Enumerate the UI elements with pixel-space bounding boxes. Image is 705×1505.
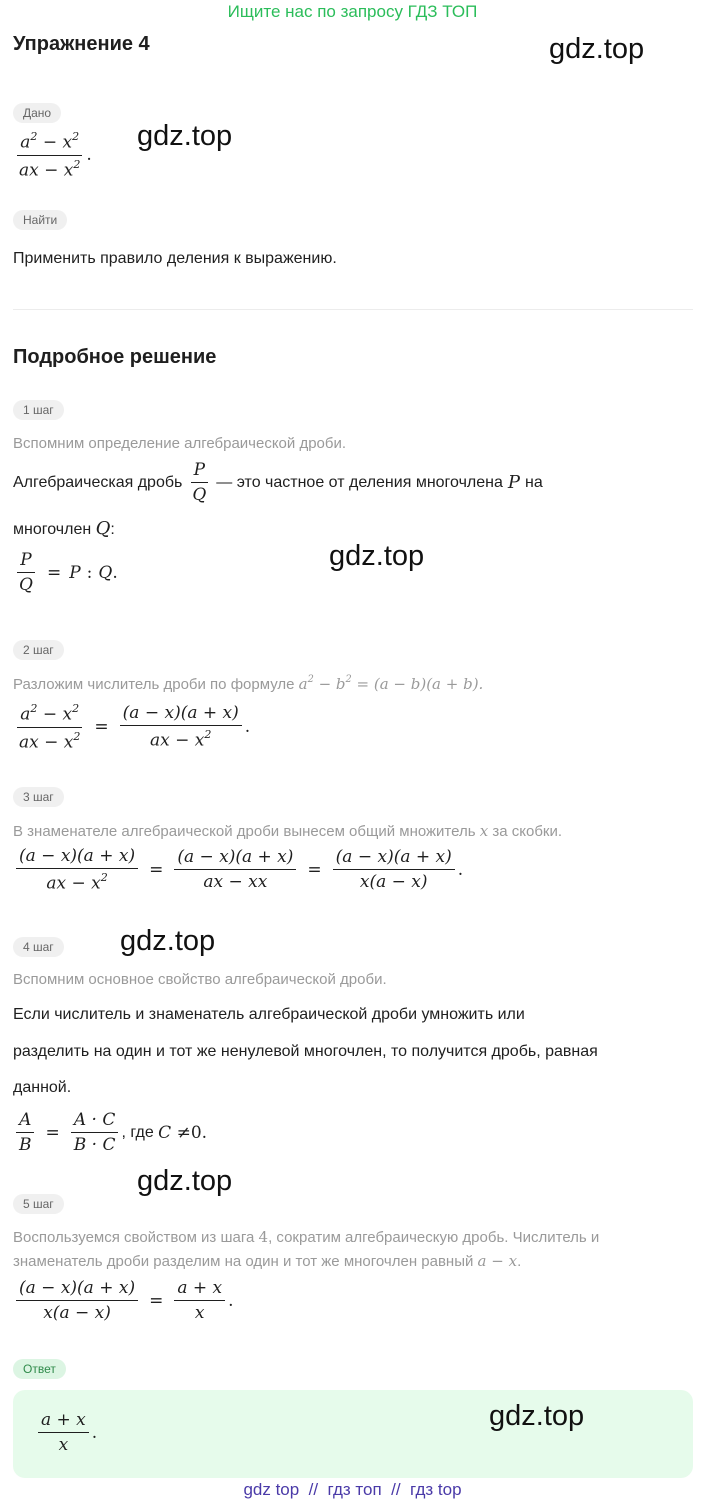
watermark: gdz.top bbox=[137, 120, 233, 152]
step-1-chip: 1 шаг bbox=[13, 400, 64, 420]
find-text: Применить правило деления к выражению. bbox=[13, 250, 337, 267]
step-5-hint1-a: Воспользуемся свойством из шага bbox=[13, 1229, 255, 1246]
step-1-text-d: многочлен bbox=[13, 521, 92, 538]
step-1-text-c: на bbox=[525, 473, 543, 491]
watermark: gdz.top bbox=[489, 1400, 585, 1432]
watermark: gdz.top bbox=[549, 33, 645, 65]
step-5-formula: $\frac{(a - x)(a + x)}{x(a - x)}$ = $\frac{a + x}{x}$ . bbox=[13, 1278, 234, 1323]
step-1-line-2: многочлен Q: bbox=[13, 518, 115, 539]
step-5-hint-line-1: Воспользуемся свойством из шага 4, сократим алгебраическую дробь. Числитель и bbox=[13, 1228, 600, 1246]
given-chip: Дано bbox=[13, 103, 61, 123]
step-4-chip: 4 шаг bbox=[13, 937, 64, 957]
step-3-chip: 3 шаг bbox=[13, 787, 64, 807]
watermark: gdz.top bbox=[329, 540, 425, 572]
answer-expression: $\frac{a + x}{x}$ . bbox=[35, 1410, 97, 1455]
step-1-formula: $\frac{P}{Q}$ = P : Q . bbox=[19, 550, 118, 595]
step-5-hint2: знаменатель дроби разделим на один и тот же многочлен равный bbox=[13, 1253, 474, 1270]
step-5-hint1-b: , сократим алгебраическую дробь. Числитель и bbox=[268, 1229, 600, 1246]
step-4-hint: Вспомним основное свойство алгебраической дроби. bbox=[13, 971, 387, 988]
step-2-hint: Разложим числитель дроби по формуле bbox=[13, 675, 295, 693]
step-3-formula: $\frac{(a - x)(a + x)}{ax - x^2}$ = $\frac{(a - x)(a + x)}{ax - xx}$ = $\frac{(a - x)(a + x)}{x(a - x)}$ . bbox=[13, 846, 463, 894]
step-5-chip: 5 шаг bbox=[13, 1194, 64, 1214]
solution-title: Подробное решение bbox=[13, 346, 217, 368]
step-4-formula: $\frac{A}{B}$ = $\frac{A \cdot C}{B \cdot C}$ , где C ≠ 0. bbox=[13, 1110, 207, 1155]
step-3-hint-a: В знаменателе алгебраической дроби вынесем общий множитель bbox=[13, 823, 476, 840]
step-2-formula: $\frac{a^2 - x^2}{ax - x^2}$ = $\frac{(a - x)(a + x)}{ax - x^2}$ . bbox=[19, 702, 251, 753]
step-1-hint: Вспомним определение алгебраической дроби. bbox=[13, 435, 347, 452]
find-chip: Найти bbox=[13, 210, 67, 230]
step-4-line-2: разделить на один и тот же ненулевой многочлен, то получится дробь, равная bbox=[13, 1043, 598, 1060]
footer-links[interactable]: gdz top // гдз топ // гдз top bbox=[243, 1480, 462, 1499]
step-1-line-1: Алгебраическая дробь $\frac{P}{Q}$ — это частное от деления многочлена P на bbox=[13, 460, 543, 505]
divider bbox=[13, 309, 693, 310]
step-2-hint-line: Разложим числитель дроби по формуле $a^2 - b^2 = (a - b)(a + b)$. bbox=[13, 674, 484, 693]
answer-chip: Ответ bbox=[13, 1359, 66, 1379]
step-3-hint-line: В знаменателе алгебраической дроби вынесем общий множитель x за скобки. bbox=[13, 822, 563, 840]
given-expression: $\frac{a^2 - x^2}{ax - x^2}$ . bbox=[19, 130, 92, 181]
step-4-line-1: Если числитель и знаменатель алгебраической дроби умножить или bbox=[13, 1006, 525, 1023]
answer-box bbox=[13, 1390, 693, 1478]
step-4-where: где bbox=[130, 1123, 154, 1141]
step-4-line-3: данной. bbox=[13, 1079, 72, 1096]
step-5-hint-line-2: знаменатель дроби разделим на один и тот же многочлен равный a − x. bbox=[13, 1252, 522, 1270]
page-title: Упражнение 4 bbox=[13, 33, 150, 55]
top-banner[interactable]: Ищите нас по запросу ГДЗ ТОП bbox=[227, 2, 478, 21]
step-1-text-b: — это частное от деления многочлена bbox=[216, 473, 503, 491]
watermark: gdz.top bbox=[137, 1165, 233, 1197]
step-3-hint-b: за скобки. bbox=[492, 823, 563, 840]
step-2-chip: 2 шаг bbox=[13, 640, 64, 660]
step-1-text-a: Алгебраическая дробь bbox=[13, 473, 183, 491]
watermark: gdz.top bbox=[120, 925, 216, 957]
